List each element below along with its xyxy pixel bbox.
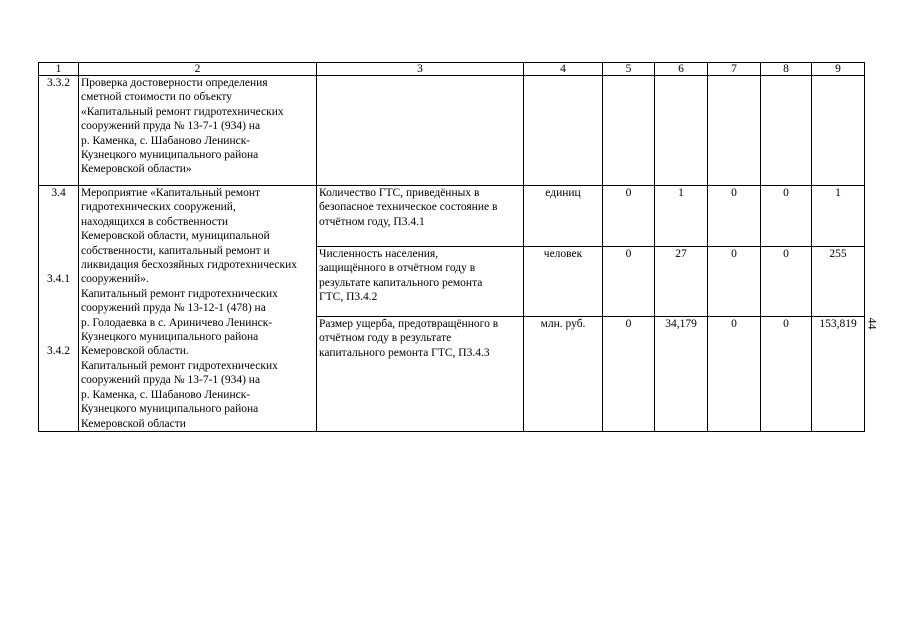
table-row-3-4-indicator-1: [39, 186, 865, 247]
value-cell: 0: [708, 186, 761, 247]
text-line: Проверка достоверности определения: [81, 77, 268, 89]
text-line: Капитальный ремонт гидротехнических: [81, 359, 278, 372]
table-row-3-3-2: [39, 76, 865, 186]
text-line: собственности, капитальный ремонт и: [81, 244, 270, 257]
row-number-spacer: [41, 258, 76, 272]
header-cell: 9: [812, 63, 865, 76]
row-number: 3.3.2: [39, 76, 79, 186]
text-line: Мероприятие «Капитальный ремонт: [81, 187, 261, 199]
value-cell: 0: [761, 186, 812, 247]
row-number-spacer: [41, 287, 76, 301]
text-line: сооружений пруда № 13-7-1 (934) на: [81, 120, 261, 133]
text-line: Размер ущерба, предотвращённого в: [319, 317, 499, 330]
activity-description: [79, 186, 317, 432]
text-line: «Капитальный ремонт гидротехнических: [81, 105, 284, 118]
row-number-column: [39, 186, 79, 432]
text-line: защищённого в отчётном году в: [319, 262, 476, 275]
unit-cell: млн. руб.: [524, 316, 603, 431]
empty-cell: [708, 76, 761, 186]
value-cell: 153,819: [812, 316, 865, 431]
value-cell: 0: [761, 316, 812, 431]
text-line: Капитальный ремонт гидротехнических: [81, 287, 278, 300]
value-cell: 1: [655, 186, 708, 247]
header-cell: 5: [603, 63, 655, 76]
text-line: гидротехнических сооружений,: [81, 201, 236, 214]
indicators-table: [38, 62, 865, 432]
indicator-name: [317, 246, 524, 316]
row-number-spacer: [41, 215, 76, 229]
text-line: р. Каменка, с. Шабаново Ленинск-: [81, 388, 251, 401]
text-line: р. Голодаевка в с. Ариничево Ленинск-: [81, 316, 273, 329]
empty-cell: [317, 76, 524, 186]
value-cell: 0: [603, 316, 655, 431]
text-line: Кузнецкого муниципального района: [81, 331, 259, 344]
text-line: результате капитального ремонта: [319, 276, 483, 289]
header-cell: 3: [317, 63, 524, 76]
value-cell: 27: [655, 246, 708, 316]
header-cell: 6: [655, 63, 708, 76]
text-line: р. Каменка, с. Шабаново Ленинск-: [81, 134, 251, 147]
text-line: сооружений пруда № 13-12-1 (478) на: [81, 302, 266, 315]
header-cell: 8: [761, 63, 812, 76]
text-line: Кемеровской области, муниципальной: [81, 230, 270, 243]
text-line: отчётном году, П3.4.1: [319, 215, 425, 228]
text-line: капитального ремонта ГТС, П3.4.3: [319, 346, 490, 359]
value-cell: 0: [708, 246, 761, 316]
row-number-spacer: [41, 200, 76, 214]
text-line: ликвидация бесхозяйных гидротехнических: [81, 259, 297, 272]
text-line: сметной стоимости по объекту: [81, 91, 233, 104]
text-line: сооружений пруда № 13-7-1 (934) на: [81, 374, 261, 387]
text-line: отчётном году в результате: [319, 332, 452, 345]
value-cell: 255: [812, 246, 865, 316]
row-number-spacer: [41, 316, 76, 330]
page-number: 44: [865, 317, 880, 330]
header-cell: 1: [39, 63, 79, 76]
activity-description: [79, 76, 317, 186]
row-number: 3.4.2: [47, 345, 70, 358]
value-cell: 0: [603, 186, 655, 247]
unit-cell: единиц: [524, 186, 603, 247]
value-cell: 1: [812, 186, 865, 247]
text-line: Кемеровской области.: [81, 345, 189, 358]
row-number-spacer: [41, 330, 76, 344]
text-line: Кемеровской области»: [81, 163, 192, 176]
text-line: Кузнецкого муниципального района: [81, 403, 259, 416]
row-number-spacer: [41, 301, 76, 315]
header-cell: 2: [79, 63, 317, 76]
text-line: Кемеровской области: [81, 417, 186, 430]
unit-cell: человек: [524, 246, 603, 316]
text-line: сооружений».: [81, 273, 149, 286]
row-number-spacer: [41, 244, 76, 258]
text-line: Кузнецкого муниципального района: [81, 149, 259, 162]
row-number: 3.4: [51, 187, 66, 199]
text-line: находящихся в собственности: [81, 215, 229, 228]
text-line: Численность населения,: [319, 247, 439, 260]
value-cell: 0: [761, 246, 812, 316]
text-line: Количество ГТС, приведённых в: [319, 187, 480, 199]
value-cell: 0: [603, 246, 655, 316]
empty-cell: [524, 76, 603, 186]
row-number-spacer: [41, 229, 76, 243]
text-line: ГТС, П3.4.2: [319, 291, 378, 304]
empty-cell: [603, 76, 655, 186]
header-cell: 7: [708, 63, 761, 76]
indicator-name: [317, 316, 524, 431]
column-number-row: [39, 63, 865, 76]
value-cell: 34,179: [655, 316, 708, 431]
value-cell: 0: [708, 316, 761, 431]
empty-cell: [655, 76, 708, 186]
header-cell: 4: [524, 63, 603, 76]
indicator-name: [317, 186, 524, 247]
empty-cell: [812, 76, 865, 186]
text-line: безопасное техническое состояние в: [319, 201, 498, 214]
row-number: 3.4.1: [47, 273, 70, 286]
empty-cell: [761, 76, 812, 186]
